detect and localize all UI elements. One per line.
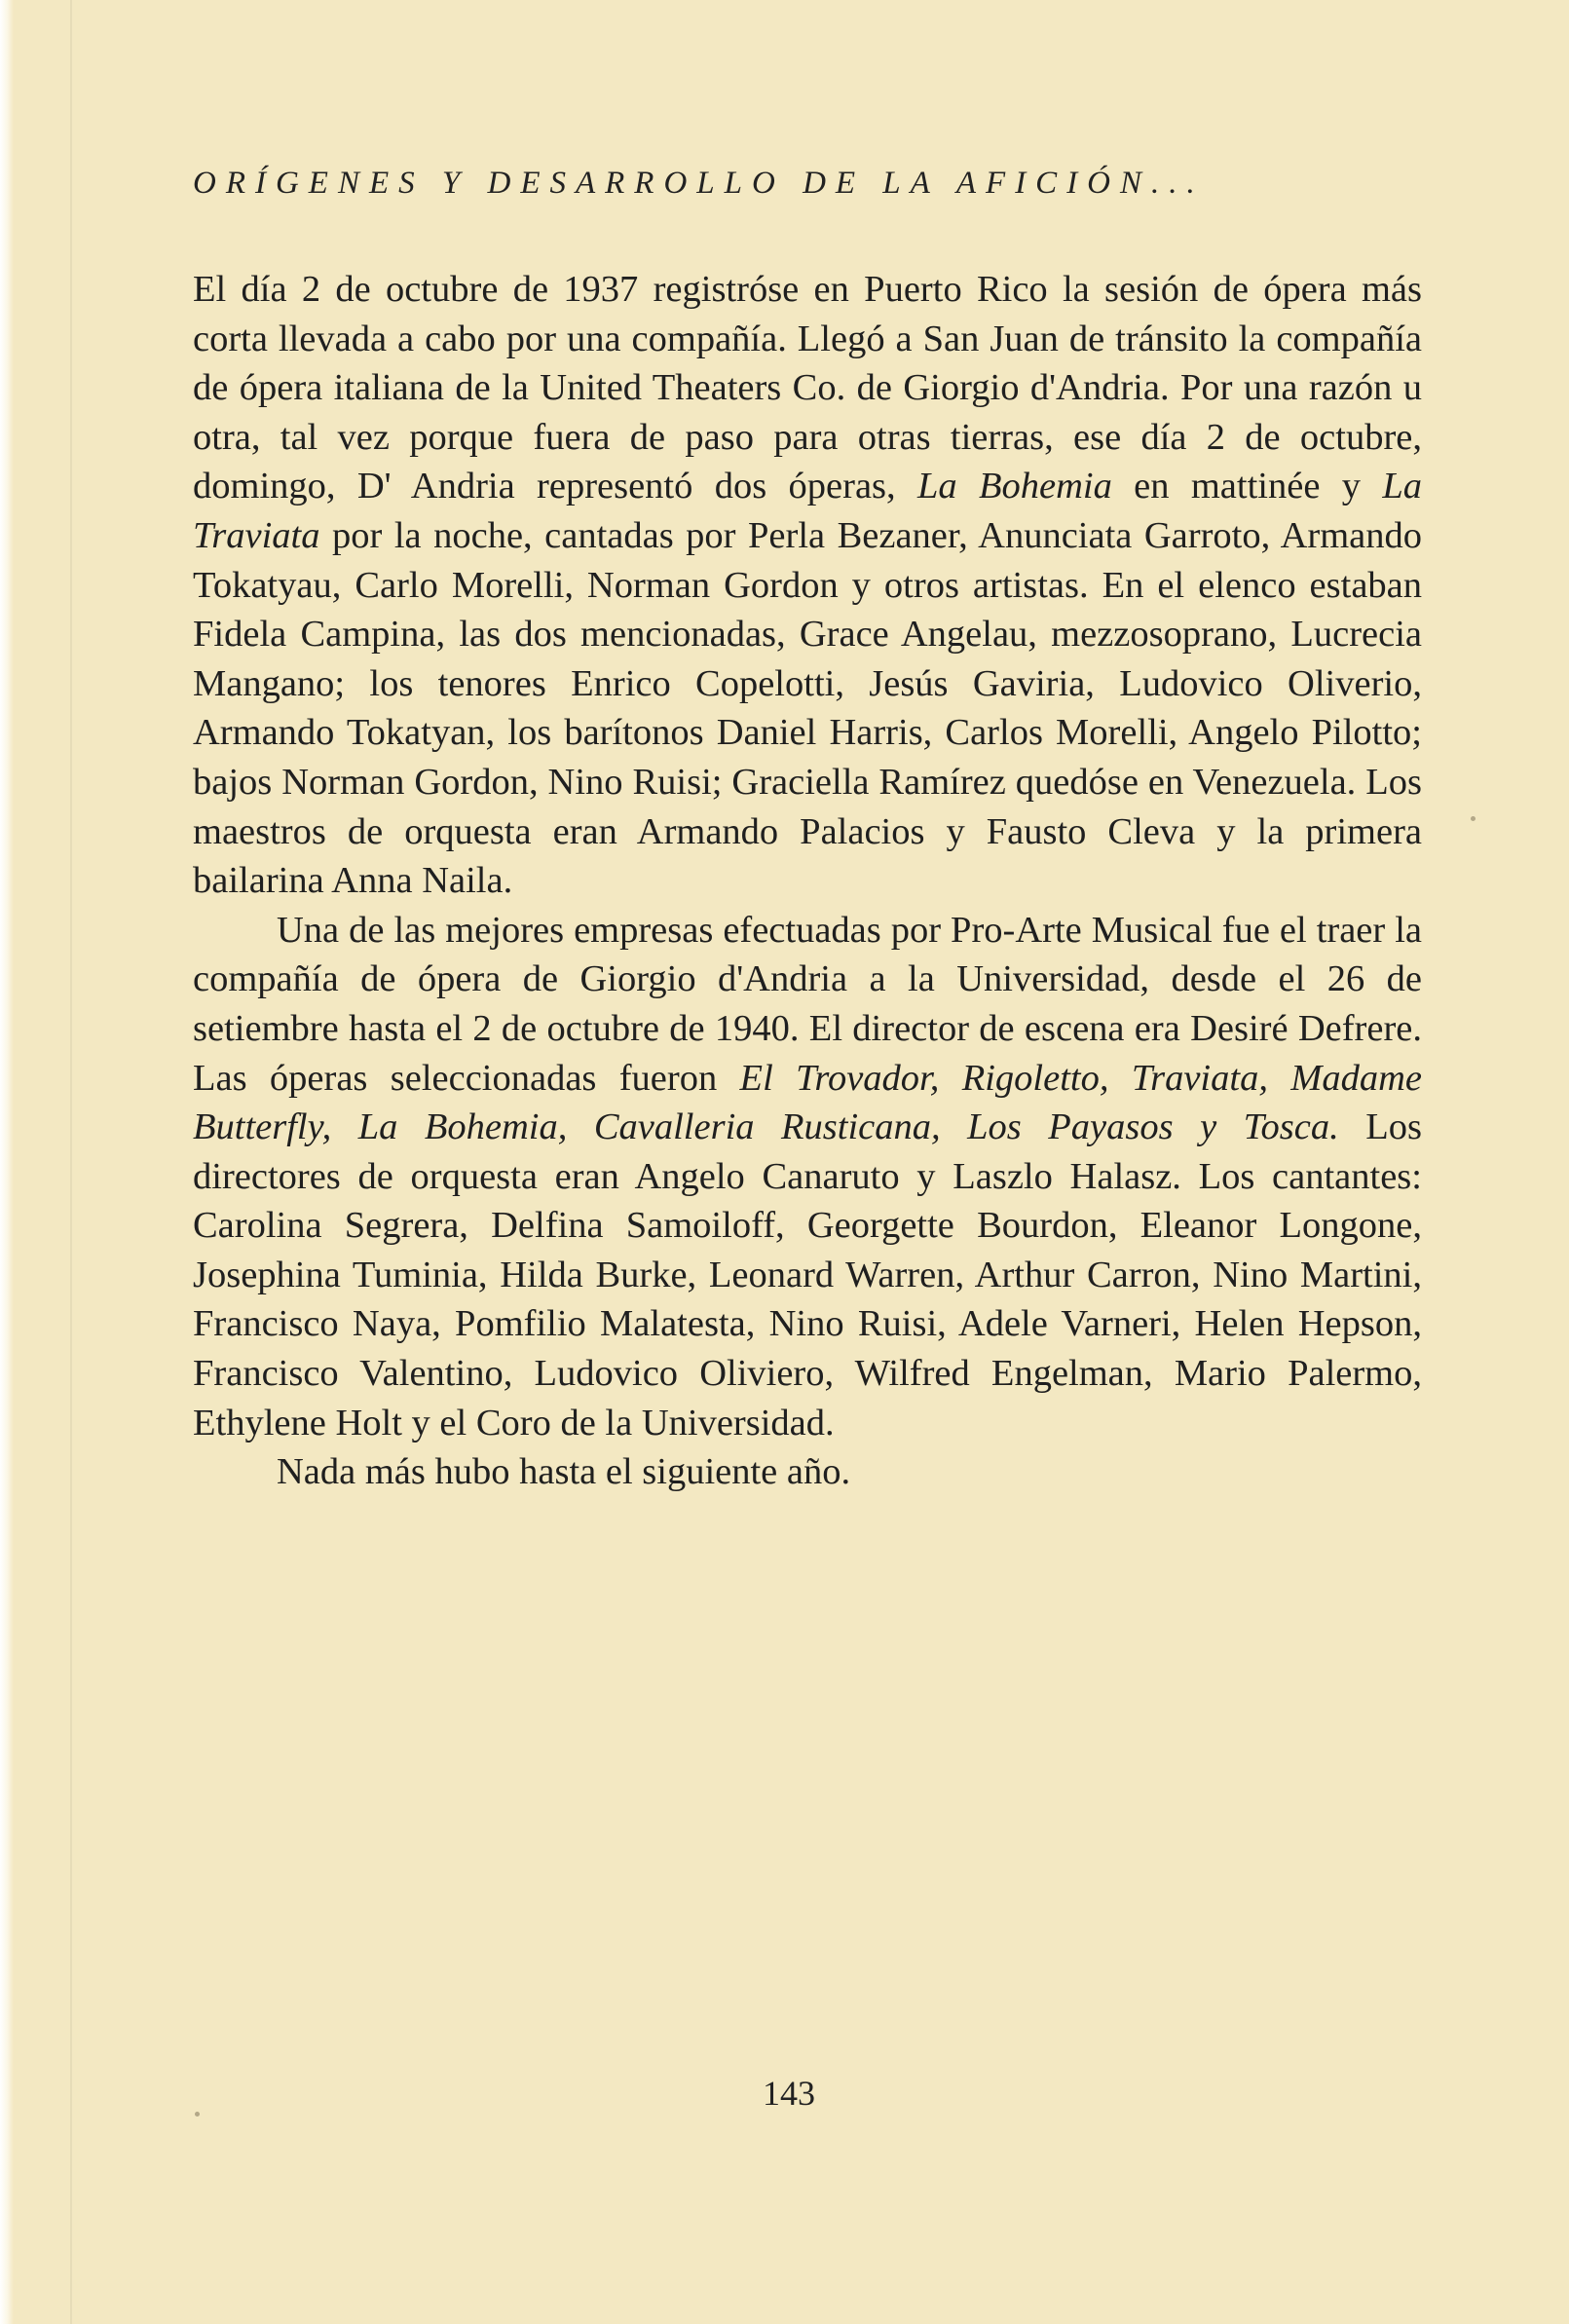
text-run: en mattinée y (1111, 466, 1383, 507)
text-run: Los directores de orquesta eran Angelo Canaruto y Laszlo Halasz. Los cantantes: Carolina Segrera, Delfina Samoiloff, Georgette Bourdon, Eleanor Longone, Josephina Tuminia, Hilda Burke, Leonard Warren, Arthur Carron, Nino Martini, Francisco Naya, Pomfilio Malatesta, Nino Ruisi, Adele Varneri, Helen Hepson, Francisco Valentino, Ludovico Oliviero, Wilfred Engelman, Mario Palermo, Ethylene Holt y el Coro de la Universidad. (193, 1106, 1422, 1443)
text-run: Una de las mejores empresas efectuadas por Pro-Arte Musical fue el traer la compañía de ópera de Giorgio d'Andria a la Universidad, desde el 26 de setiembre hasta el 2 de octubre de 1940. El director de escena era Desiré Defrere. Las óperas seleccionadas fueron (193, 909, 1422, 1099)
paper-speck (1471, 816, 1476, 821)
opera-title: La Traviata (193, 466, 1422, 556)
opera-title: La Bohemia (916, 466, 1112, 507)
text-run: por la noche, cantadas por Perla Bezaner, Anunciata Garroto, Armando Tokatyau, Carlo Morelli, Norman Gordon y otros artistas. En el elenco estaban Fidela Campina, las dos mencionadas, Grace Angelau, mezzosoprano, Lucrecia Mangano; los tenores Enrico Copelotti, Jesús Gaviria, Ludovico Oliverio, Armando Tokatyan, los barítonos Daniel Harris, Carlos Morelli, Angelo Pilotto; bajos Norman Gordon, Nino Ruisi; Graciella Ramírez quedóse en Venezuela. Los maestros de orquesta eran Armando Palacios y Fausto Cleva y la primera bailarina Anna Naila. (193, 514, 1422, 902)
text-run: El día 2 de octubre de 1937 registróse en Puerto Rico la sesión de ópera más corta llevada a cabo por una compañía. Llegó a San Juan de tránsito la compañía de ópera italiana de la United Theaters Co. de Giorgio d'Andria. Por una razón u otra, tal vez porque fuera de paso para otras tierras, ese día 2 de octubre, domingo, D' Andria representó dos óperas, (193, 269, 1422, 507)
paper-speck (195, 2112, 200, 2117)
running-head: ORÍGENES Y DESARROLLO DE LA AFICIÓN... (193, 166, 1205, 201)
page-left-edge (0, 0, 14, 2324)
paragraph (193, 1447, 1422, 1497)
binding-shadow (70, 0, 72, 2324)
paragraph (193, 265, 1422, 906)
body-text (193, 265, 1422, 1497)
paragraph (193, 906, 1422, 1448)
page-number: 143 (763, 2074, 815, 2113)
opera-title: El Trovador, Rigoletto, Traviata, Madame Butterfly, La Bohemia, Cavalleria Rusticana, Los Payasos y Tosca. (193, 1057, 1422, 1148)
text-run: Nada más hubo hasta el siguiente año. (277, 1451, 851, 1493)
